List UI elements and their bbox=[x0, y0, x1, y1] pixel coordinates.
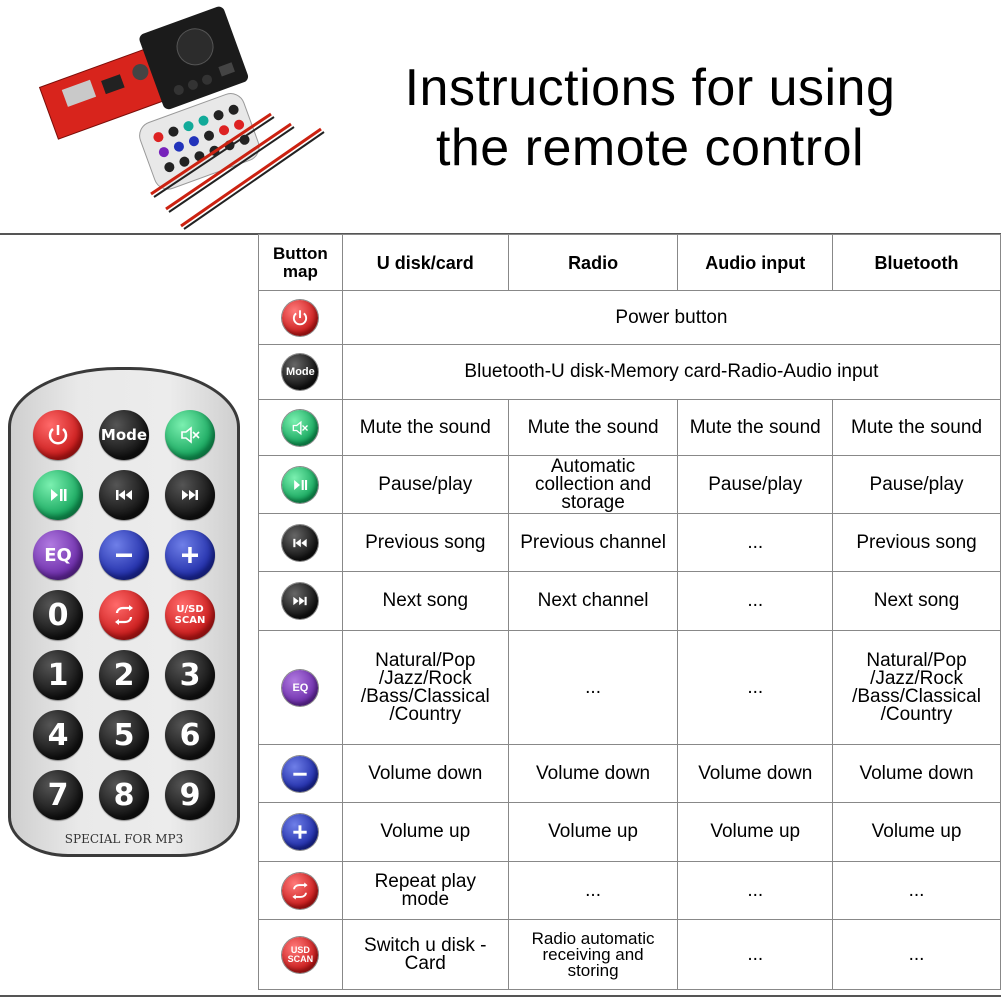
mute-icon bbox=[282, 410, 318, 446]
table-cell: Next channel bbox=[508, 572, 678, 631]
header-radio: Radio bbox=[508, 235, 678, 291]
table-cell: Mute the sound bbox=[833, 400, 1001, 456]
table-cell: Next song bbox=[833, 572, 1001, 631]
table-cell: ... bbox=[678, 920, 833, 990]
remote-digit-9: 9 bbox=[165, 770, 215, 820]
table-cell: Volume up bbox=[508, 803, 678, 862]
power-description: Power button bbox=[342, 291, 1000, 345]
table-cell: Next song bbox=[342, 572, 508, 631]
table-cell: ... bbox=[678, 572, 833, 631]
remote-repeat-icon bbox=[99, 590, 149, 640]
remote-digit-7: 7 bbox=[33, 770, 83, 820]
table-cell: Mute the sound bbox=[508, 400, 678, 456]
table-cell: Repeat play mode bbox=[342, 862, 508, 920]
mode-icon: Mode bbox=[282, 354, 318, 390]
header-audio-input: Audio input bbox=[678, 235, 833, 291]
title-line-2: the remote control bbox=[435, 119, 865, 177]
remote-digit-5: 5 bbox=[99, 710, 149, 760]
table-cell: ... bbox=[833, 862, 1001, 920]
table-cell: ... bbox=[508, 631, 678, 745]
table-cell: ... bbox=[678, 514, 833, 572]
table-cell: Switch u disk - Card bbox=[342, 920, 508, 990]
remote-control-image bbox=[8, 367, 240, 857]
table-cell: Volume up bbox=[678, 803, 833, 862]
table-row bbox=[259, 514, 1001, 572]
remote-digit-3: 3 bbox=[165, 650, 215, 700]
table-cell: Volume down bbox=[342, 745, 508, 803]
remote-usd-scan-button: U/SD SCAN bbox=[165, 590, 215, 640]
table-cell: Pause/play bbox=[678, 456, 833, 514]
remote-power-icon bbox=[33, 410, 83, 460]
table-row bbox=[259, 345, 1001, 400]
table-row bbox=[259, 745, 1001, 803]
table-row bbox=[259, 631, 1001, 745]
remote-mute-icon bbox=[165, 410, 215, 460]
table-cell: Volume up bbox=[342, 803, 508, 862]
mode-description: Bluetooth-U disk-Memory card-Radio-Audio input bbox=[342, 345, 1000, 400]
table-row bbox=[259, 572, 1001, 631]
table-row bbox=[259, 456, 1001, 514]
remote-next-icon bbox=[165, 470, 215, 520]
remote-digit-8: 8 bbox=[99, 770, 149, 820]
table-cell: Pause/play bbox=[342, 456, 508, 514]
table-cell: Volume up bbox=[833, 803, 1001, 862]
header-bluetooth: Bluetooth bbox=[833, 235, 1001, 291]
table-cell: ... bbox=[678, 862, 833, 920]
remote-mode-button: Mode bbox=[99, 410, 149, 460]
table-cell: Previous channel bbox=[508, 514, 678, 572]
eq-icon: EQ bbox=[282, 670, 318, 706]
mp3-board-product-image bbox=[36, 4, 336, 234]
table-cell: Radio automatic receiving and storing bbox=[508, 920, 678, 990]
remote-minus-icon bbox=[99, 530, 149, 580]
remote-play-pause-icon bbox=[33, 470, 83, 520]
table-cell: Previous song bbox=[833, 514, 1001, 572]
play-pause-icon bbox=[282, 467, 318, 503]
table-cell: Automatic collection and storage bbox=[508, 456, 678, 514]
table-cell: Previous song bbox=[342, 514, 508, 572]
remote-digit-4: 4 bbox=[33, 710, 83, 760]
remote-eq-button: EQ bbox=[33, 530, 83, 580]
header-u-disk-card: U disk/card bbox=[342, 235, 508, 291]
repeat-icon bbox=[282, 873, 318, 909]
remote-digit-1: 1 bbox=[33, 650, 83, 700]
table-cell: Natural/Pop /Jazz/Rock /Bass/Classical /Country bbox=[833, 631, 1001, 745]
title-line-1: Instructions for using bbox=[404, 59, 896, 117]
table-row bbox=[259, 291, 1001, 345]
button-map-table bbox=[258, 234, 1001, 990]
remote-digit-6: 6 bbox=[165, 710, 215, 760]
table-row bbox=[259, 400, 1001, 456]
page-title bbox=[340, 58, 960, 178]
table-cell: Mute the sound bbox=[342, 400, 508, 456]
bottom-divider bbox=[0, 995, 1001, 997]
minus-icon bbox=[282, 756, 318, 792]
table-row bbox=[259, 803, 1001, 862]
plus-icon bbox=[282, 814, 318, 850]
table-cell: Volume down bbox=[508, 745, 678, 803]
remote-digit-2: 2 bbox=[99, 650, 149, 700]
previous-icon bbox=[282, 525, 318, 561]
table-header-row bbox=[259, 235, 1001, 291]
table-row bbox=[259, 920, 1001, 990]
table-cell: Pause/play bbox=[833, 456, 1001, 514]
table-cell: ... bbox=[678, 631, 833, 745]
usd-scan-icon: USD SCAN bbox=[282, 937, 318, 973]
next-icon bbox=[282, 583, 318, 619]
remote-previous-icon bbox=[99, 470, 149, 520]
table-cell: Mute the sound bbox=[678, 400, 833, 456]
power-icon bbox=[282, 300, 318, 336]
table-cell: Natural/Pop /Jazz/Rock /Bass/Classical /Country bbox=[342, 631, 508, 745]
table-cell: ... bbox=[508, 862, 678, 920]
table-cell: ... bbox=[833, 920, 1001, 990]
remote-footer-label: SPECIAL FOR MP3 bbox=[64, 832, 184, 846]
remote-digit-0: 0 bbox=[33, 590, 83, 640]
table-cell: Volume down bbox=[833, 745, 1001, 803]
header-button-map: Button map bbox=[259, 235, 343, 291]
table-row bbox=[259, 862, 1001, 920]
remote-plus-icon bbox=[165, 530, 215, 580]
table-cell: Volume down bbox=[678, 745, 833, 803]
